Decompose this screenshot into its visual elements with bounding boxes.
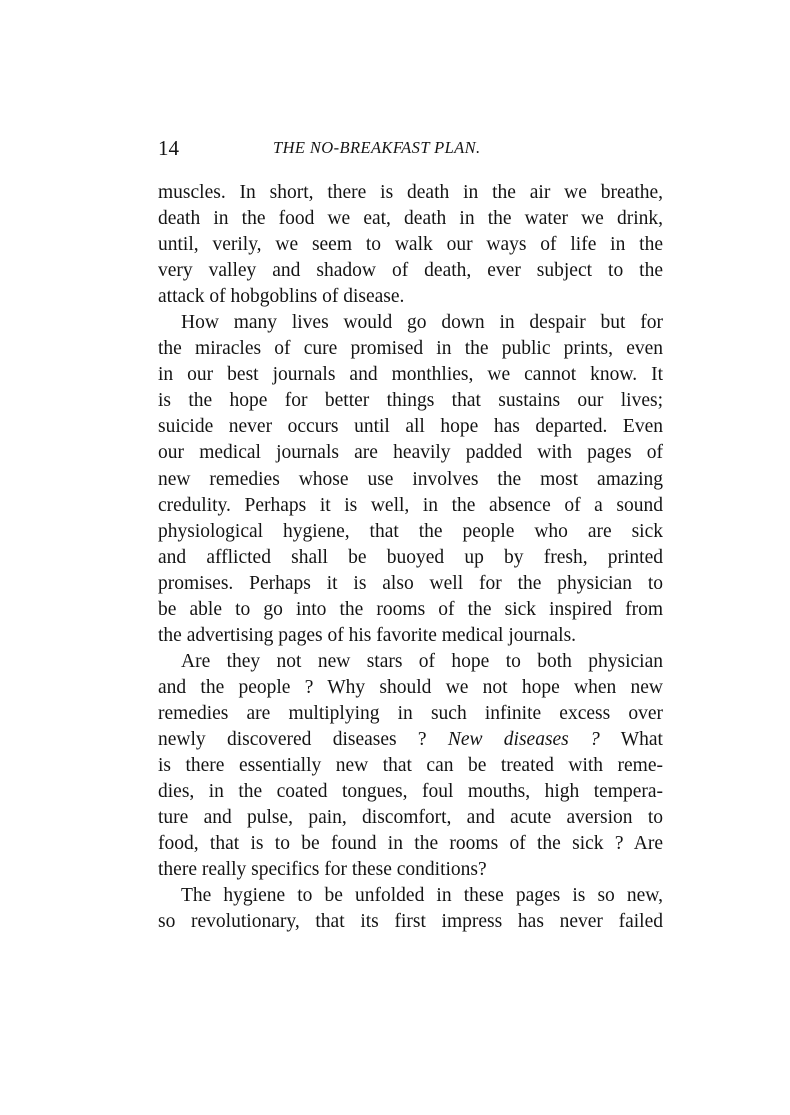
text-line-with-italic bbox=[158, 727, 663, 753]
text-line: is the hope for better things that sustains our lives; bbox=[158, 390, 663, 412]
text-line: remedies are multiplying in such infinite excess over bbox=[158, 702, 663, 724]
page-number: 14 bbox=[158, 136, 179, 160]
text-line: food, that is to be found in the rooms of the sick ? Are bbox=[158, 833, 663, 855]
text-line: physiological hygiene, that the people who are sick bbox=[158, 520, 663, 542]
page-header bbox=[158, 136, 663, 160]
text-line: be able to go into the rooms of the sick inspired from bbox=[158, 598, 663, 620]
running-title: THE NO-BREAKFAST PLAN. bbox=[273, 138, 481, 157]
text-line: promises. Perhaps it is also well for the physician to bbox=[158, 572, 663, 594]
text-line: until, verily, we seem to walk our ways of life in the bbox=[158, 234, 663, 256]
text-line: The hygiene to be unfolded in these pages is so new, bbox=[181, 885, 663, 907]
text-line: is there essentially new that can be treated with reme- bbox=[158, 755, 663, 777]
text-line: very valley and shadow of death, ever subject to the bbox=[158, 260, 663, 282]
text-line: death in the food we eat, death in the water we drink, bbox=[158, 208, 663, 230]
text-line: How many lives would go down in despair but for bbox=[181, 312, 663, 334]
text-line: in our best journals and monthlies, we cannot know. It bbox=[158, 364, 663, 386]
text-segment: What bbox=[599, 728, 663, 750]
text-line: credulity. Perhaps it is well, in the absence of a sound bbox=[158, 494, 663, 516]
text-line: ture and pulse, pain, discomfort, and acute aversion to bbox=[158, 807, 663, 829]
text-line: the advertising pages of his favorite medical journals. bbox=[158, 624, 577, 646]
text-line: suicide never occurs until all hope has departed. Even bbox=[158, 416, 663, 438]
text-line: the miracles of cure promised in the public prints, even bbox=[158, 338, 663, 360]
text-line: so revolutionary, that its first impress has never failed bbox=[158, 911, 663, 933]
text-line: attack of hobgoblins of disease. bbox=[158, 286, 405, 308]
text-line: our medical journals are heavily padded with pages of bbox=[158, 442, 663, 464]
text-line: there really specifics for these conditions? bbox=[158, 859, 487, 881]
italic-phrase: New diseases ? bbox=[447, 728, 600, 750]
text-line: and the people ? Why should we not hope when new bbox=[158, 676, 663, 698]
body-text bbox=[158, 180, 663, 935]
text-line: muscles. In short, there is death in the air we breathe, bbox=[158, 182, 663, 203]
text-line: new remedies whose use involves the most amazing bbox=[158, 468, 663, 490]
text-line: and afflicted shall be buoyed up by fresh, printed bbox=[158, 546, 663, 568]
text-segment: newly discovered diseases ? bbox=[158, 728, 448, 750]
text-line: dies, in the coated tongues, foul mouths, high tempera- bbox=[158, 781, 663, 803]
text-line: Are they not new stars of hope to both physician bbox=[181, 650, 663, 672]
